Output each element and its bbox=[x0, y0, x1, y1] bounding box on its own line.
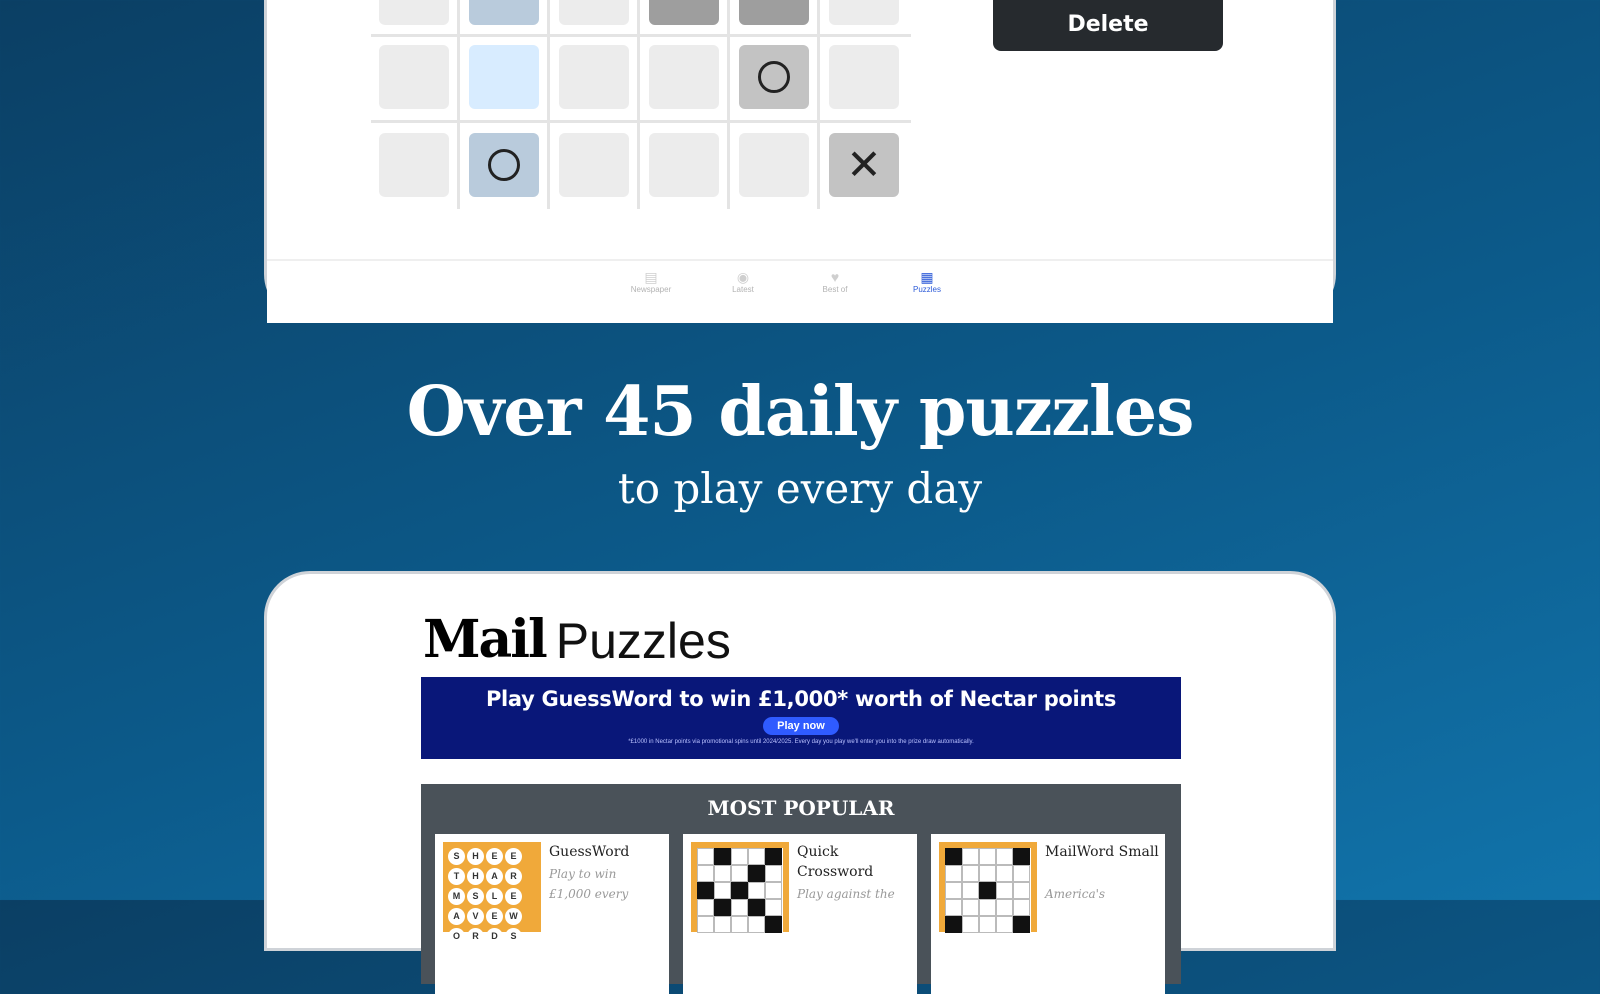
grid-cell[interactable] bbox=[559, 0, 629, 25]
grid-cell[interactable] bbox=[829, 0, 899, 25]
card-description: £1,000 every bbox=[549, 887, 629, 901]
grid-cell[interactable] bbox=[649, 0, 719, 25]
grid-cell[interactable] bbox=[649, 133, 719, 197]
puzzles-icon: ▦ bbox=[920, 269, 934, 285]
bottom-tab-bar bbox=[267, 259, 1333, 323]
grid-line bbox=[637, 0, 640, 209]
most-popular-section bbox=[421, 784, 1181, 984]
promo-title: Play GuessWord to win £1,000* worth of Nectar points bbox=[485, 687, 1117, 711]
grid-cell[interactable] bbox=[829, 133, 899, 197]
grid-cell[interactable] bbox=[559, 45, 629, 109]
tab-label: Best of bbox=[822, 285, 848, 294]
grid-cell-selected[interactable] bbox=[469, 45, 539, 109]
grid-line bbox=[371, 34, 911, 37]
grid-cell[interactable] bbox=[829, 45, 899, 109]
grid-cell[interactable] bbox=[379, 0, 449, 25]
puzzle-card-mailword-small[interactable] bbox=[931, 834, 1165, 994]
puzzle-grid bbox=[371, 0, 911, 213]
logo-puzzles-text: Puzzles bbox=[555, 613, 731, 669]
word-grid-icon bbox=[945, 848, 1031, 934]
grid-line bbox=[547, 0, 550, 209]
section-title: MOST POPULAR bbox=[707, 796, 895, 820]
grid-cell[interactable] bbox=[379, 133, 449, 197]
cross-mark-icon: ✕ bbox=[846, 140, 882, 189]
card-title: GuessWord bbox=[549, 844, 630, 860]
circle-mark-icon bbox=[758, 61, 790, 93]
tab-label: Newspaper bbox=[630, 285, 672, 294]
letter-tiles-icon: S H E ET H A RM S L EA V E WO R D S bbox=[447, 846, 539, 946]
circle-mark-icon bbox=[488, 149, 520, 181]
grid-cell[interactable] bbox=[469, 0, 539, 25]
card-title: Quick Crossword bbox=[797, 844, 874, 880]
latest-icon: ◉ bbox=[736, 269, 750, 285]
headline-subtitle: to play every day bbox=[617, 464, 983, 513]
card-title: MailWord Small bbox=[1045, 844, 1159, 860]
bottom-device-screen bbox=[264, 571, 1336, 951]
tab-label: Puzzles bbox=[912, 285, 941, 294]
puzzle-card-guessword[interactable] bbox=[435, 834, 669, 994]
tab-label: Latest bbox=[732, 285, 754, 294]
grid-line bbox=[817, 0, 820, 209]
logo-mail-text: Mail bbox=[423, 609, 546, 670]
grid-cell[interactable] bbox=[559, 133, 629, 197]
card-description: America's bbox=[1045, 887, 1106, 901]
delete-button[interactable]: Delete bbox=[993, 0, 1223, 51]
card-description: Play to win bbox=[549, 867, 617, 881]
mailword-thumbnail bbox=[939, 842, 1037, 932]
grid-cell[interactable] bbox=[739, 133, 809, 197]
tab-newspaper[interactable] bbox=[611, 269, 691, 294]
tab-puzzles[interactable] bbox=[887, 269, 967, 294]
grid-cell[interactable] bbox=[739, 45, 809, 109]
grid-line bbox=[371, 120, 911, 123]
top-device-screen bbox=[264, 0, 1336, 320]
mail-puzzles-logo[interactable] bbox=[423, 609, 731, 670]
guessword-thumbnail bbox=[443, 842, 541, 941]
grid-line bbox=[727, 0, 730, 209]
play-now-button[interactable]: Play now bbox=[763, 717, 839, 735]
puzzle-card-quick-crossword[interactable] bbox=[683, 834, 917, 994]
promo-banner[interactable] bbox=[421, 677, 1181, 759]
card-description: Play against the bbox=[797, 887, 895, 901]
crossword-grid-icon bbox=[697, 848, 783, 934]
crossword-thumbnail bbox=[691, 842, 789, 932]
grid-cell[interactable] bbox=[379, 45, 449, 109]
heart-icon: ♥ bbox=[830, 269, 840, 285]
grid-cell[interactable] bbox=[469, 133, 539, 197]
tab-best-of[interactable] bbox=[795, 269, 875, 294]
promo-fine-print: *£1000 in Nectar points via promotional spins until 2024/2025. Every day you play we'll enter you into the prize draw automatically. bbox=[628, 739, 974, 745]
newspaper-icon: ▤ bbox=[644, 269, 658, 285]
headline-title: Over 45 daily puzzles bbox=[406, 372, 1194, 452]
tab-latest[interactable] bbox=[703, 269, 783, 294]
grid-line bbox=[457, 0, 460, 209]
grid-cell[interactable] bbox=[649, 45, 719, 109]
grid-cell[interactable] bbox=[739, 0, 809, 25]
